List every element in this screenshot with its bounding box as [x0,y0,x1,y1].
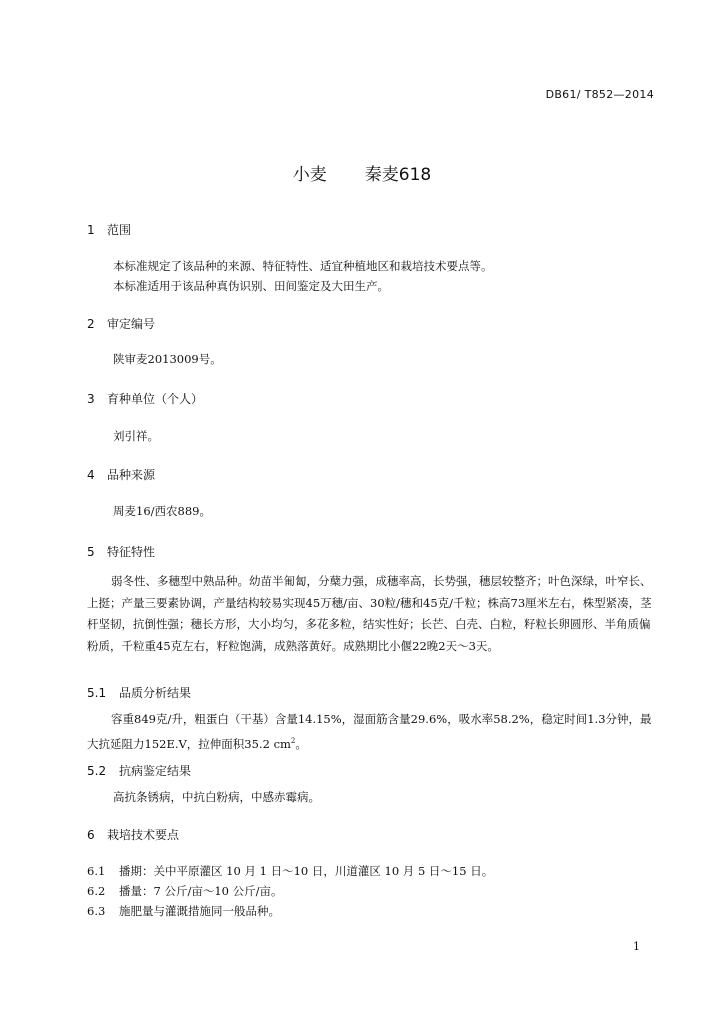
section-heading-cultivation: 6 栽培技术要点 [87,828,180,842]
scope-line-2: 本标准适用于该品种真伪识别、田间鉴定及大田生产。 [113,279,389,293]
fertilizer-irrigation: 6.3 施肥量与灌溉措施同一般品种。 [87,904,280,918]
breeder-name: 刘引祥。 [113,429,159,443]
approval-number: 陕审麦2013009号。 [113,352,222,366]
sowing-rate: 6.2 播量：7 公斤/亩～10 公斤/亩。 [87,884,283,898]
section-heading-approval: 2 审定编号 [87,317,156,331]
section-heading-disease: 5.2 抗病鉴定结果 [87,764,192,778]
section-heading-breeder: 3 育种单位（个人） [87,392,204,406]
variety-origin: 周麦16/西农889。 [113,504,211,518]
document-title [0,160,724,185]
section-heading-characteristics: 5 特征特性 [87,545,156,559]
quality-paragraph: 容重849克/升，粗蛋白（干基）含量14.15%，湿面筋含量29.6%，吸水率58.2%，稳定时间1.3分钟，最大抗延阻力152E.V，拉伸面积35.2 $cm^2$。 [87,712,652,751]
disease-result: 高抗条锈病，中抗白粉病，中感赤霉病。 [113,790,320,804]
page-number: 1 [633,940,640,953]
section-heading-origin: 4 品种来源 [87,468,156,482]
section-heading-scope: 1 范围 [87,223,132,237]
characteristics-paragraph: 弱冬性、多穗型中熟品种。幼苗半匍匐，分蘖力强，成穗率高，长势强，穗层较整齐；叶色深绿，叶窄长、上挺；产量三要素协调，产量结构较易实现45万穗/亩、30粒/穗和45克/千粒；株高73厘米左右，株型紧凑，茎杆坚韧，抗倒性强；穗长方形，大小均匀，多花多粒，结实性好；长芒、白壳、白粒，籽粒长卵圆形、半角质偏粉质，千粒重45克左右，籽粒饱满，成熟落黄好。成熟期比小偃22晚2天～3天。 [87,574,652,653]
section-heading-quality: 5.1 品质分析结果 [87,686,192,700]
title-variety: 秦麦618 [364,165,432,185]
standard-code: DB61/ T852—2014 [545,88,654,101]
scope-line-1: 本标准规定了该品种的来源、特征特性、适宜种植地区和栽培技术要点等。 [113,259,493,273]
title-crop: 小麦 [292,165,327,185]
sowing-period: 6.1 播期：关中平原灌区 10 月 1 日～10 日，川道灌区 10 月 5 日～15 日。 [87,864,494,878]
